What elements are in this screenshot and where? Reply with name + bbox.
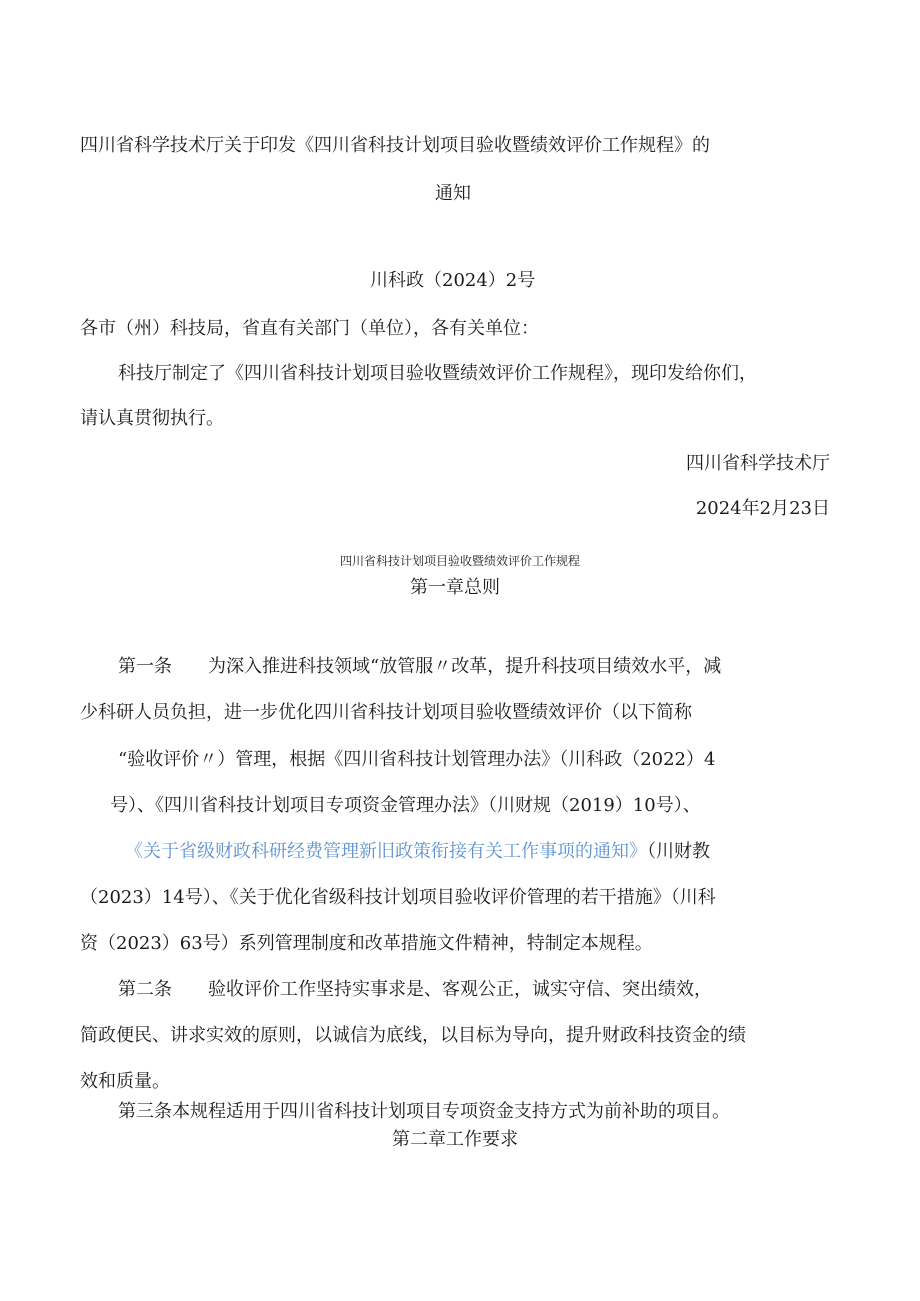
article-1-line-2: 少科研人员负担，进一步优化四川省科技计划项目验收暨绩效评价（以下简称 — [80, 702, 692, 723]
chapter-2-heading: 第二章工作要求 — [392, 1129, 518, 1150]
title-line-1: 四川省科学技术厅关于印发《四川省科技计划项目验收暨绩效评价工作规程》的 — [80, 135, 710, 156]
doc-number: 川科政（2024）2号 — [370, 270, 536, 291]
article-1-line-1 — [118, 655, 721, 679]
issue-date: 2024年2月23日 — [695, 498, 830, 519]
article-1-line-3: “验收评价〃）管理，根据《四川省科技计划管理办法》（川科政（2022）4 — [118, 749, 716, 770]
rules-title: 四川省科技计划项目验收暨绩效评价工作规程 — [339, 554, 580, 568]
article-3: 第三条本规程适用于四川省科技计划项目专项资金支持方式为前补助的项目。 — [118, 1101, 730, 1122]
article-1-text-1: 为深入推进科技领域“放管服〃改革，提升科技项目绩效水平，减 — [208, 656, 722, 677]
addressee: 各市（州）科技局，省直有关部门（单位），各有关单位： — [80, 318, 539, 339]
article-1-line-7: 资（2023）63号）系列管理制度和改革措施文件精神，特制定本规程。 — [80, 933, 653, 954]
article-1-line-4: 号）、《四川省科技计划项目专项资金管理办法》（川财规（2019）10号）、 — [110, 795, 701, 816]
article-1-line-5 — [125, 840, 710, 864]
title-line-2: 通知 — [435, 183, 471, 204]
article-2-line-2: 简政便民、讲求实效的原则，以诚信为底线，以目标为导向，提升财政科技资金的绩 — [80, 1025, 746, 1046]
intro-line-2: 请认真贯彻执行。 — [80, 408, 224, 429]
article-2-label: 第二条 — [118, 979, 172, 1000]
chapter-1-heading: 第一章总则 — [410, 577, 500, 598]
article-2-line-3: 效和质量。 — [80, 1071, 170, 1092]
signatory: 四川省科学技术厅 — [686, 453, 830, 474]
article-1-line-6: （2023）14号）、《关于优化省级科技计划项目验收评价管理的若干措施》（川科 — [80, 887, 716, 908]
policy-notice-link[interactable]: 《关于省级财政科研经费管理新旧政策衔接有关工作事项的通知》 — [125, 841, 647, 862]
intro-line-1: 科技厅制定了《四川省科技计划项目验收暨绩效评价工作规程》，现印发给你们， — [118, 363, 757, 384]
article-1-line-5-rest: （川财教 — [647, 841, 710, 862]
article-2-text-1: 验收评价工作坚持实事求是、客观公正，诚实守信、突出绩效， — [208, 979, 712, 1000]
article-1-label: 第一条 — [118, 656, 172, 677]
article-2-line-1 — [118, 978, 712, 1002]
